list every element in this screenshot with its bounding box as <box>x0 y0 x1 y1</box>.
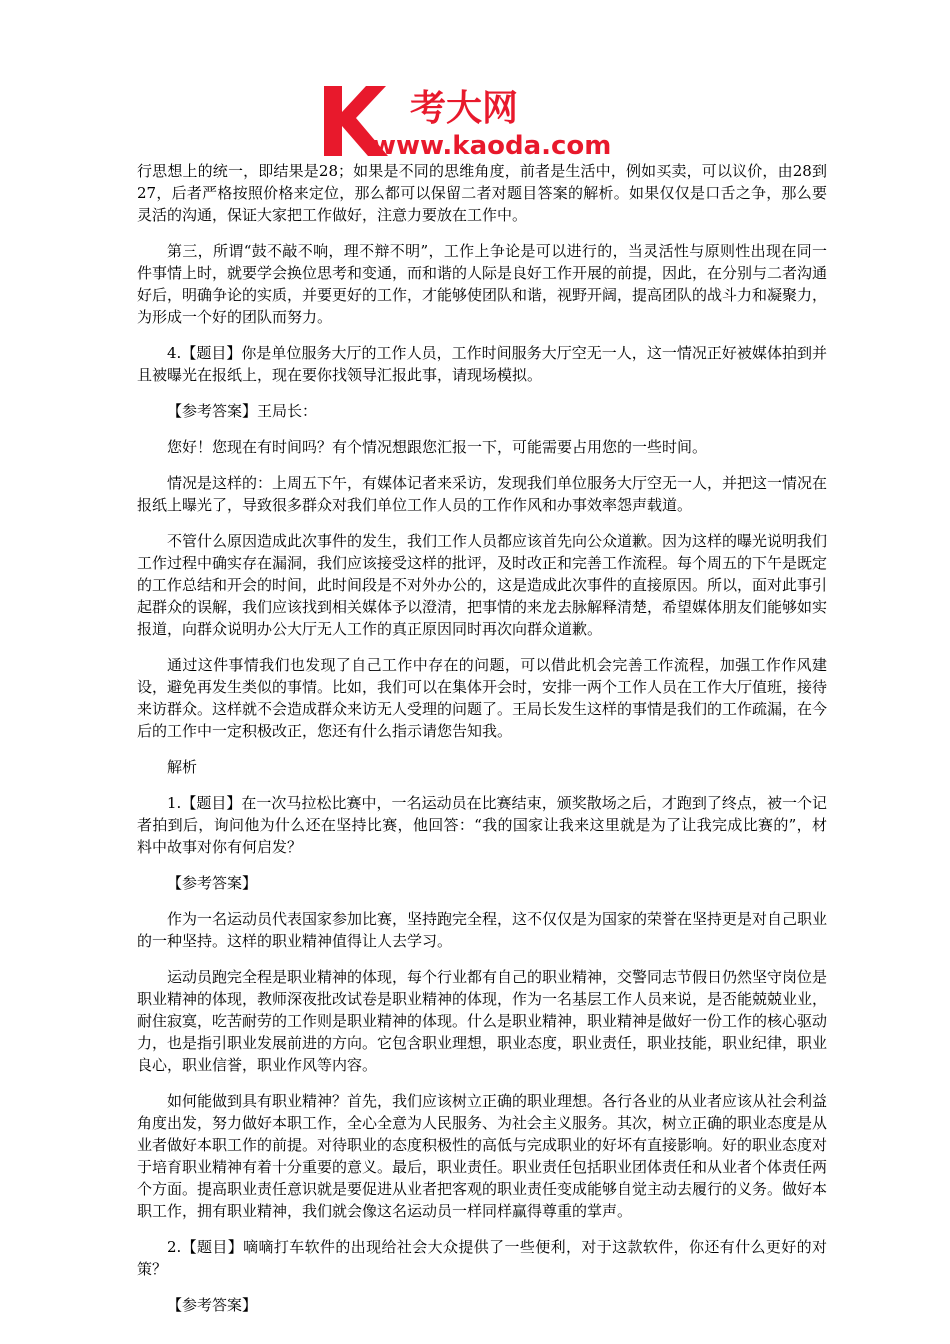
paragraph: 不管什么原因造成此次事件的发生，我们工作人员都应该首先向公众道歉。因为这样的曝光说明我们工作过程中确实存在漏洞，我们应该接受这样的批评，及时改正和完善工作流程。每个周五的下午是既定的工作总结和开会的时间，此时间段是不对外办公的，这是造成此次事件的直接原因。所以，面对此事引起群众的误解，我们应该找到相关媒体予以澄清，把事情的来龙去脉解释清楚，希望媒体朋友们能够如实报道，向群众说明办公大厅无人工作的真正原因同时再次向群众道歉。 <box>137 532 828 638</box>
question-2: 2.【题目】嘀嘀打车软件的出现给社会大众提供了一些便利，对于这款软件，你还有什么更好的对策？ <box>137 1238 827 1278</box>
paragraph: 运动员跑完全程是职业精神的体现，每个行业都有自己的职业精神，交警同志节假日仍然坚守岗位是职业精神的体现，教师深夜批改试卷是职业精神的体现，作为一名基层工作人员来说，是否能兢兢业业，耐住寂寞，吃苦耐劳的工作则是职业精神的体现。什么是职业精神，职业精神是做好一份工作的核心驱动力，也是指引职业发展前进的方向。它包含职业理想，职业态度，职业责任，职业技能，职业纪律，职业良心，职业信誉，职业作风等内容。 <box>137 968 828 1074</box>
answer-heading: 【参考答案】 <box>167 1296 258 1314</box>
paragraph: 第三，所谓“鼓不敲不响，理不辩不明”，工作上争论是可以进行的，当灵活性与原则性出现在同一件事情上时，就要学会换位思考和变通，而和谐的人际是良好工作开展的前提，因此，在分别与二者沟通好后，明确争论的实质，并要更好的工作，才能够使团队和谐，视野开阔，提高团队的战斗力和凝聚力，为形成一个好的团队而努力。 <box>137 242 828 326</box>
paragraph: 您好！您现在有时间吗？有个情况想跟您汇报一下，可能需要占用您的一些时间。 <box>167 438 708 456</box>
paragraph-continued: 行思想上的统一，即结果是28；如果是不同的思维角度，前者是生活中，例如买卖，可以议价，由28到27，后者严格按照价格来定位，那么都可以保留二者对题目答案的解析。如果仅仅是口舌之争，那么要灵活的沟通，保证大家把工作做好，注意力要放在工作中。 <box>137 162 827 224</box>
document-body <box>137 160 827 1330</box>
logo-url: www.kaoda.com <box>372 131 612 161</box>
kaoda-logo-graphic <box>318 82 648 162</box>
answer-heading: 【参考答案】王局长： <box>167 402 318 420</box>
section-heading-analysis: 解析 <box>167 758 198 776</box>
question-1: 1.【题目】在一次马拉松比赛中，一名运动员在比赛结束，颁奖散场之后，才跑到了终点，被一个记者拍到后，询问他为什么还在坚持比赛，他回答：“我的国家让我来这里就是为了让我完成比赛的”，材料中故事对你有何启发？ <box>137 794 827 856</box>
paragraph: 情况是这样的：上周五下午，有媒体记者来采访，发现我们单位服务大厅空无一人，并把这一情况在报纸上曝光了，导致很多群众对我们单位工作人员的工作作风和办事效率怨声载道。 <box>137 474 828 514</box>
paragraph: 作为一名运动员代表国家参加比赛，坚持跑完全程，这不仅仅是为国家的荣誉在坚持更是对自己职业的一种坚持。这样的职业精神值得让人去学习。 <box>137 910 828 950</box>
logo-brand-cn: 考大网 <box>410 88 519 129</box>
question-4: 4.【题目】你是单位服务大厅的工作人员，工作时间服务大厅空无一人，这一情况正好被媒体拍到并且被曝光在报纸上，现在要你找领导汇报此事，请现场模拟。 <box>137 344 827 384</box>
answer-heading: 【参考答案】 <box>167 874 258 892</box>
paragraph: 通过这件事情我们也发现了自己工作中存在的问题，可以借此机会完善工作流程，加强工作作风建设，避免再发生类似的事情。比如，我们可以在集体开会时，安排一两个工作人员在工作大厅值班，接待来访群众。这样就不会造成群众来访无人受理的问题了。王局长发生这样的事情是我们的工作疏漏，在今后的工作中一定积极改正，您还有什么指示请您告知我。 <box>137 656 828 740</box>
paragraph: 如何能做到具有职业精神？首先，我们应该树立正确的职业理想。各行各业的从业者应该从社会利益角度出发，努力做好本职工作，全心全意为人民服务、为社会主义服务。其次，树立正确的职业态度是从业者做好本职工作的前提。对待职业的态度积极性的高低与完成职业的好坏有直接影响。好的职业态度对于培育职业精神有着十分重要的意义。最后，职业责任。职业责任包括职业团体责任和从业者个体责任两个方面。提高职业责任意识就是要促进从业者把客观的职业责任变成能够自觉主动去履行的义务。做好本职工作，拥有职业精神，我们就会像这名运动员一样同样赢得尊重的掌声。 <box>137 1092 828 1220</box>
kaoda-logo <box>318 82 648 162</box>
